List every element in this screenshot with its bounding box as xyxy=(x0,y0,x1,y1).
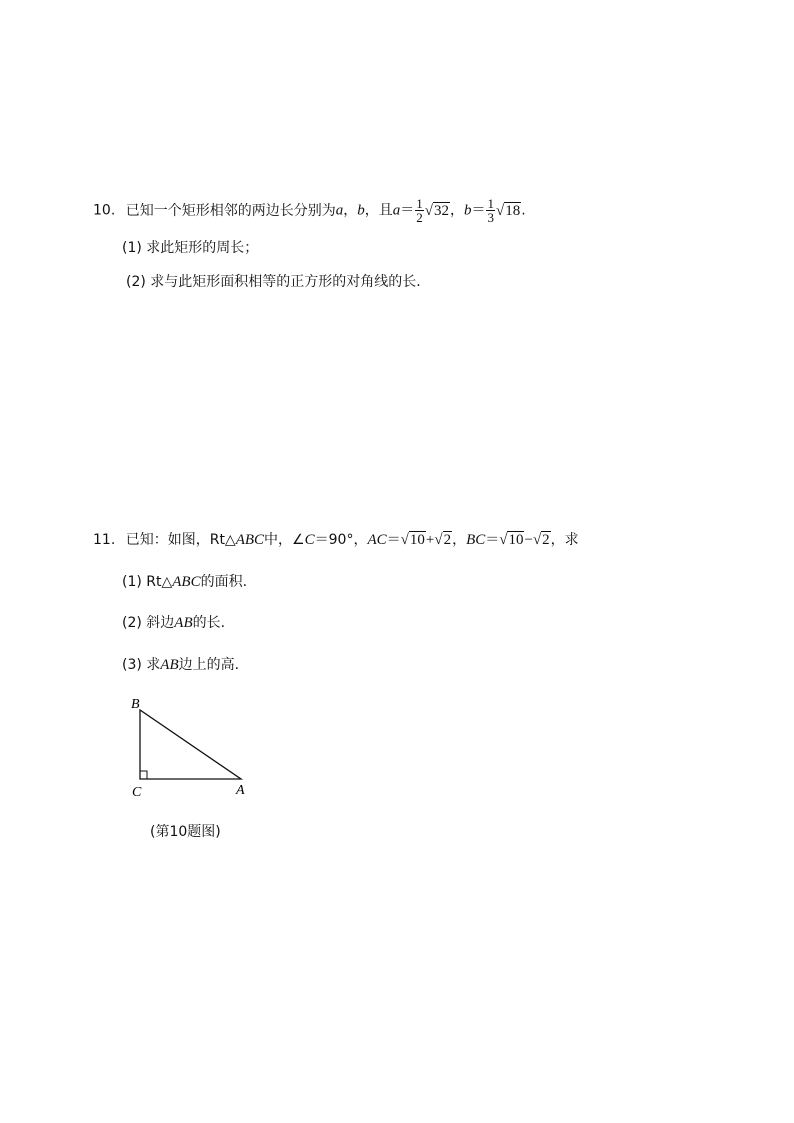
q11-eq-2: ＝ xyxy=(485,532,500,548)
label-b: B xyxy=(131,697,140,712)
q10-sqrt-18: √18 xyxy=(495,202,521,219)
q11-part-2-var: AB xyxy=(174,615,193,631)
q11-number: 11. xyxy=(93,532,116,548)
right-angle-mark xyxy=(140,771,147,779)
q10-var-b: b xyxy=(357,202,365,219)
q11-part-1-suffix: 的面积. xyxy=(200,574,248,590)
q11-minus: − xyxy=(524,532,533,548)
q10-part-1: (1) 求此矩形的周长； xyxy=(122,240,259,256)
triangle-abc xyxy=(140,710,241,779)
q11-sqrt-2-a: √2 xyxy=(434,532,452,548)
figure-caption: (第10题图) xyxy=(150,824,221,840)
q11-part-2 xyxy=(122,613,225,633)
q11-part-2-prefix: (2) 斜边 xyxy=(122,615,175,631)
q10-fraction-2: $\frac{1}{3}$ xyxy=(487,196,494,225)
q10-stem xyxy=(93,197,526,224)
q11-plus: + xyxy=(425,532,435,548)
q11-text-2: 中，∠ xyxy=(264,532,305,548)
q10-text: 已知一个矩形相邻的两边长分别为 xyxy=(125,202,336,219)
q10-eq-1: ＝ xyxy=(400,202,415,219)
q11-sqrt-10-b: √10 xyxy=(499,532,524,548)
q11-angle-val: ＝90°， xyxy=(314,532,368,548)
q11-triangle-name: ABC xyxy=(235,532,265,548)
q11-ac: AC xyxy=(367,532,387,548)
q11-part-3 xyxy=(122,655,239,675)
q11-sqrt-2-b: √2 xyxy=(532,532,550,548)
q11-sqrt-10-a: √10 xyxy=(400,532,425,548)
q11-text: 已知：如图，Rt△ xyxy=(125,532,236,548)
q11-part-1-var: ABC xyxy=(172,574,201,590)
q10-number: 10. xyxy=(93,202,116,219)
q11-part-3-prefix: (3) 求 xyxy=(122,657,161,673)
q10-var-a-eq: a xyxy=(392,202,401,219)
q10-var-b-eq: b xyxy=(463,202,472,219)
q10-var-a: a xyxy=(335,202,344,219)
q11-ask: ，求 xyxy=(550,532,579,548)
q11-comma: ， xyxy=(452,532,467,548)
q11-part-3-suffix: 边上的高. xyxy=(178,657,240,673)
q11-part-2-suffix: 的长. xyxy=(192,615,226,631)
q10-sqrt-32: √32 xyxy=(424,202,449,219)
q10-and: 且 xyxy=(378,202,393,219)
q11-part-3-var: AB xyxy=(160,657,179,673)
q11-bc: BC xyxy=(466,532,486,548)
q11-eq-1: ＝ xyxy=(386,532,401,548)
q11-angle-var: C xyxy=(304,532,315,548)
q11-stem xyxy=(93,530,579,550)
q10-fraction-1: $\frac{1}{2}$ xyxy=(416,196,423,225)
q10-comma-2: ， xyxy=(364,202,379,219)
triangle-figure xyxy=(120,690,260,805)
q11-part-1-prefix: (1) Rt△ xyxy=(122,574,173,590)
q10-eq-2: ＝ xyxy=(471,202,486,219)
q10-part-2: (2) 求与此矩形面积相等的正方形的对角线的长. xyxy=(126,274,421,290)
q10-comma-1: ， xyxy=(343,202,358,219)
label-c: C xyxy=(132,785,142,800)
q10-comma-3: ， xyxy=(449,202,464,219)
q11-part-1 xyxy=(122,572,247,592)
label-a: A xyxy=(236,783,245,798)
q10-end: . xyxy=(521,202,526,219)
